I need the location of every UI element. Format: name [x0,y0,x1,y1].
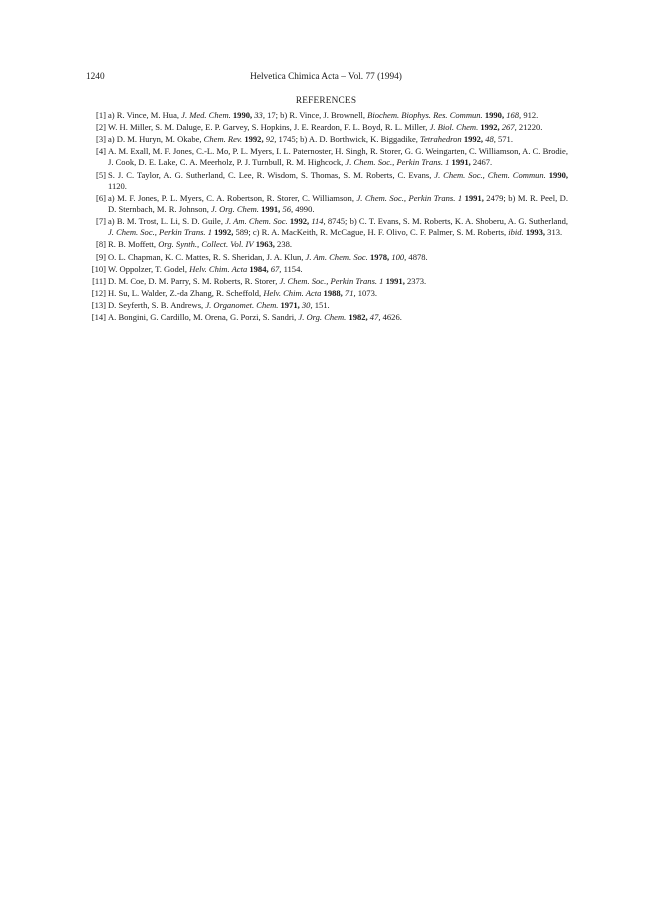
journal-name: 33, [254,110,265,120]
reference-number: [6] [96,192,106,203]
reference-text [108,288,568,299]
reference-text [108,264,568,275]
reference-segment: D. M. Coe, D. M. Parry, S. M. Roberts, R. Storer, [108,275,280,286]
journal-name: 71, [344,287,356,298]
page-number: 1240 [86,72,105,82]
reference-number: [7] [96,216,106,227]
reference-number: [9] [96,251,106,262]
reference-item [86,276,568,287]
reference-text [108,134,568,145]
reference-number: [12] [91,287,106,298]
reference-text [108,122,568,133]
reference-segment: 571. [495,134,513,145]
reference-segment: 21220. [516,122,543,133]
reference-segment: A. M. Exall, M. F. Jones, C.-L. Mo, P. L. Myers, I. L. Paternoster, H. Singh, R. Storer, G. G. Weingarten, C. Williamson, A. C. Brodie, J. Cook, D. E. Lake, C. A. Meerholz, P. J. Turnbull, R. M. Highcock, [108,146,568,168]
reference-segment: 912. [521,110,539,120]
journal-name: 56, [282,204,294,215]
reference-segment: 1073. [355,287,377,298]
reference-item [86,110,568,121]
reference-item [86,264,568,275]
journal-name: Chem. Rev. [203,134,243,145]
publication-year: 1991, [261,204,281,215]
reference-number: [1] [96,110,106,120]
reference-segment: R. B. Moffett, [108,239,159,250]
journal-name: ibid. [508,227,524,238]
publication-year: 1990, [548,169,568,180]
journal-name: Helv. Chim. Acta [189,263,248,274]
reference-text [108,276,568,287]
reference-item [86,193,568,215]
journal-name: J. Am. Chem. Soc. [225,216,288,227]
journal-name: J. Chem. Soc., Chem. Commun. [434,169,546,180]
publication-year: 1992, [463,134,484,145]
reference-number: [8] [96,239,106,250]
reference-item [86,170,568,192]
reference-item [86,216,568,238]
reference-segment: O. L. Chapman, K. C. Mattes, R. S. Sheridan, J. A. Klun, [108,251,306,262]
reference-number: [13] [91,299,106,310]
reference-segment: 2373. [404,275,427,286]
publication-year: 1988, [323,287,343,298]
reference-text [108,216,568,238]
section-title: REFERENCES [295,96,357,106]
reference-item [86,312,568,323]
reference-segment: 1745; b) A. D. Borthwick, K. Biggadike, [276,134,421,145]
publication-year: 1990, [484,110,505,120]
publication-year: 1991, [451,157,471,168]
reference-item [86,288,568,299]
publication-year: 1990, [232,110,253,120]
reference-segment: a) M. F. Jones, P. L. Myers, C. A. Robertson, R. Storer, C. Williamson, [108,192,357,203]
reference-segment: 4626. [380,312,402,323]
reference-number: [14] [91,312,106,323]
reference-item [86,300,568,311]
reference-segment: 17; b) R. Vince, J. Brownell, [264,110,368,120]
reference-text [108,312,568,323]
publication-year: 1991, [464,192,484,203]
reference-segment: H. Su, L. Walder, Z.-da Zhang, R. Scheffold, [108,287,264,298]
reference-segment: 4990. [293,204,315,215]
journal-name: 67, [270,263,282,274]
reference-item [86,134,568,145]
reference-segment: 1120. [108,180,127,191]
publication-year: 1984, [249,263,269,274]
publication-year: 1992, [480,122,500,133]
journal-name: 48, [485,134,496,145]
reference-segment: W. H. Miller, S. M. Daluge, E. P. Garvey, S. Hopkins, J. E. Reardon, F. L. Boyd, R. L. Miller, [108,122,430,133]
reference-segment: S. J. C. Taylor, A. G. Sutherland, C. Lee, R. Wisdom, S. Thomas, S. M. Roberts, C. Evans, [108,169,435,180]
reference-segment: 4878. [406,251,428,262]
journal-name: J. Chem. Soc., Perkin Trans. 1 [279,275,384,286]
reference-text [108,193,568,215]
journal-name: J. Chem. Soc., Perkin Trans. 1 [108,227,212,238]
publication-year: 1982, [348,312,368,323]
journal-name: Org. Synth., Collect. Vol. IV [158,239,254,250]
reference-item [86,146,568,168]
journal-name: 168, [506,110,522,120]
journal-name: J. Med. Chem. [181,110,231,120]
reference-text [108,239,568,250]
reference-segment: D. Seyferth, S. B. Andrews, [108,299,206,310]
publication-year: 1971, [280,299,300,310]
journal-name: J. Organomet. Chem. [205,299,279,310]
reference-number: [4] [96,146,106,157]
journal-name: Helv. Chim. Acta [263,287,322,298]
journal-name: 47, [369,312,381,323]
reference-text [108,252,568,263]
reference-segment: 2479; b) M. R. Peel, D. D. Sternbach, M. R. Johnson, [108,192,568,215]
reference-segment: 1154. [281,263,303,274]
publication-year: 1992, [214,227,234,238]
reference-segment: a) D. M. Huryn, M. Okabe, [108,134,204,145]
reference-text [108,110,568,121]
reference-number: [5] [96,169,106,180]
reference-segment: a) R. Vince, M. Hua, [108,110,182,120]
publication-year: 1978, [369,251,390,262]
reference-segment: 151. [312,299,330,310]
journal-name: 267, [501,122,517,133]
reference-segment: a) B. M. Trost, L. Li, S. D. Guile, [108,216,226,227]
journal-name: J. Chem. Soc., Perkin Trans. 1 [345,157,450,168]
publication-year: 1963, [255,239,275,250]
reference-segment: 2467. [470,157,493,168]
reference-item [86,122,568,133]
publication-year: 1992, [289,216,310,227]
reference-number: [11] [92,275,106,286]
journal-name: J. Chem. Soc., Perkin Trans. 1 [356,192,463,203]
reference-text [108,170,568,192]
page-header [86,70,566,84]
reference-text [108,300,568,311]
journal-name: J. Org. Chem. [211,204,259,215]
journal-name: 100, [391,251,407,262]
journal-name: Biochem. Biophys. Res. Commun. [367,110,483,120]
journal-name: 30, [301,299,313,310]
reference-text [108,146,568,168]
journal-name: Tetrahedron [420,134,462,145]
journal-name: J. Org. Chem. [298,312,347,323]
reference-segment: A. Bongini, G. Cardillo, M. Orena, G. Porzi, S. Sandri, [108,312,299,323]
reference-segment: 8745; b) C. T. Evans, S. M. Roberts, K. A. Shoberu, A. G. Sutherland, [325,216,569,227]
reference-segment: W. Oppolzer, T. Godel, [108,263,190,274]
publication-year: 1991, [385,275,405,286]
journal-name: 114, [311,216,326,227]
journal-name: J. Biol. Chem. [429,122,479,133]
reference-number: [10] [91,263,106,274]
reference-number: [2] [96,122,106,133]
reference-list [86,110,568,324]
publication-year: 1993, [525,227,546,238]
reference-number: [3] [96,134,106,145]
publication-year: 1992, [244,134,264,145]
journal-name: J. Am. Chem. Soc. [305,251,368,262]
journal-name: 92, [265,134,277,145]
reference-segment: 238. [274,239,293,250]
reference-item [86,252,568,263]
reference-item [86,239,568,250]
running-head: Helvetica Chimica Acta – Vol. 77 (1994) [250,72,402,82]
reference-segment: 589; c) R. A. MacKeith, R. McCague, H. F. Olivo, C. F. Palmer, S. M. Roberts, [233,227,509,238]
reference-segment: 313. [545,227,563,238]
